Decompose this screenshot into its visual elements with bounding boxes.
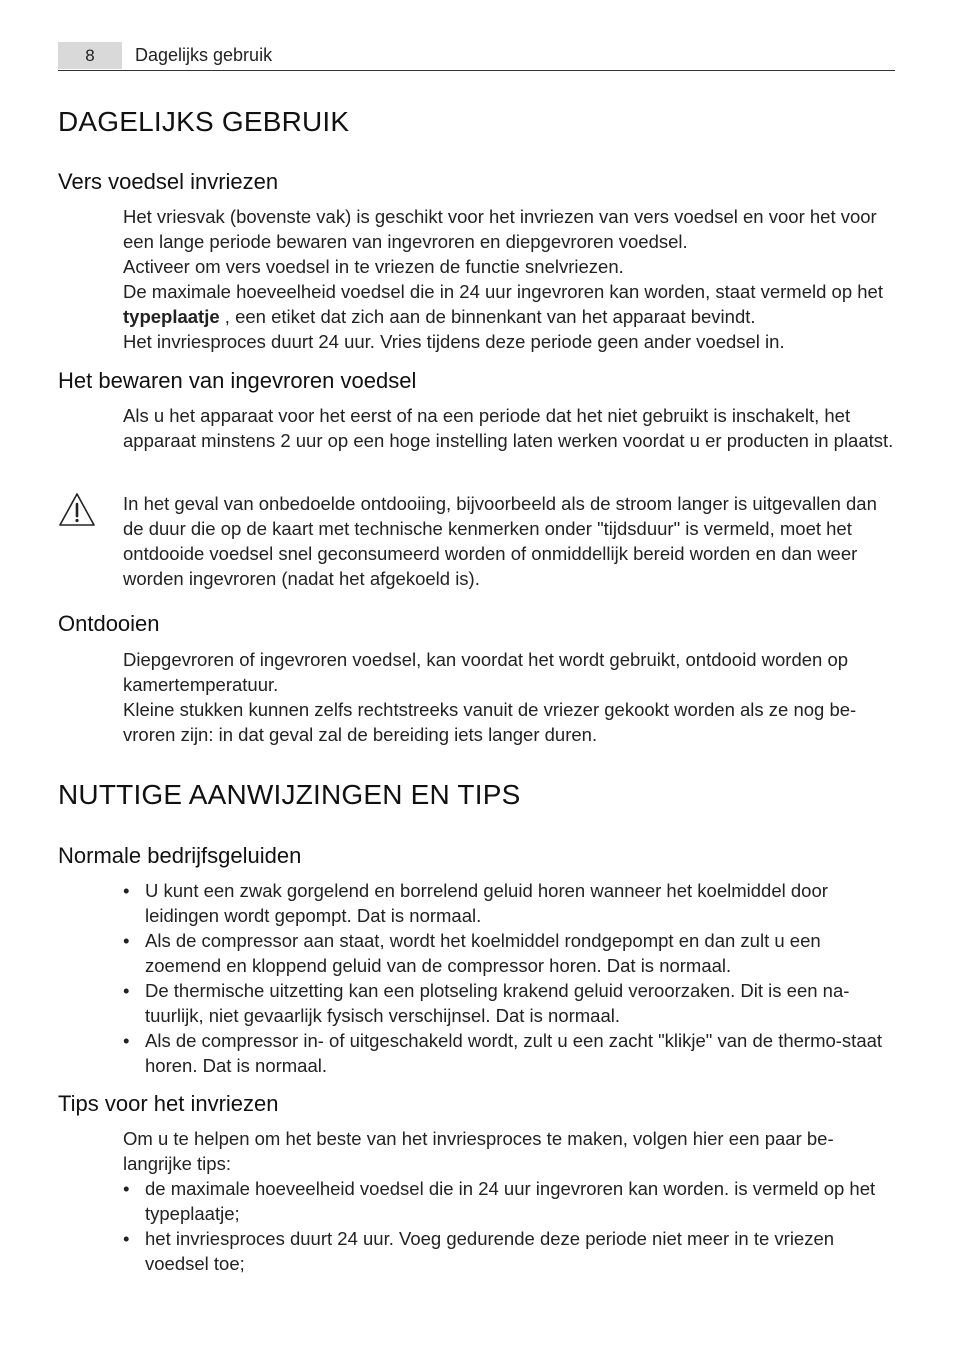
paragraph: Het vriesvak (bovenste vak) is geschikt voor het invriezen van vers voedsel en voor het voor een lange periode bewaren van ingevroren en diepgevroren voedsel.	[123, 206, 877, 252]
bullet-dot: •	[123, 980, 130, 1001]
bold-term-typeplaatje: typeplaatje	[123, 306, 220, 327]
bedrijfsgeluiden-list	[123, 878, 895, 1078]
paragraph: Het invriesproces duurt 24 uur. Vries tijdens deze periode geen ander voedsel in.	[123, 331, 785, 352]
bullet-dot: •	[123, 1228, 130, 1249]
list-item	[123, 978, 895, 1028]
list-item	[123, 878, 895, 928]
paragraph: Als u het apparaat voor het eerst of na een periode dat het niet gebruikt is inschakelt, het apparaat minstens 2 uur op een hoge instelling laten werken voordat u er producten in plaatst.	[123, 405, 894, 451]
subsection-title-bewaren: Het bewaren van ingevroren voedsel	[58, 368, 417, 393]
section-title-nuttige-aanwijzingen: NUTTIGE AANWIJZINGEN EN TIPS	[58, 779, 521, 810]
subsection-title-tips-invriezen: Tips voor het invriezen	[58, 1091, 279, 1116]
list-item-text: Als de compressor aan staat, wordt het koelmiddel rondgepompt en dan zult u een zoemend en kloppend geluid van de compressor horen. Dat is normaal.	[145, 930, 821, 976]
paragraph	[123, 279, 895, 329]
list-item-text: de maximale hoeveelheid voedsel die in 24 uur ingevroren kan worden. is vermeld op het typeplaatje;	[145, 1178, 876, 1224]
running-header-title: Dagelijks gebruik	[135, 45, 273, 65]
list-item-text: het invriesproces duurt 24 uur. Voeg gedurende deze periode niet meer in te vriezen voedsel toe;	[145, 1228, 835, 1274]
tips-list	[123, 1176, 895, 1276]
list-item	[123, 1176, 895, 1226]
bullet-dot: •	[123, 880, 130, 901]
ontdooien-body	[123, 647, 895, 747]
warning-triangle-icon	[58, 492, 96, 528]
list-item	[123, 1226, 895, 1276]
bullet-dot: •	[123, 1178, 130, 1199]
paragraph: Activeer om vers voedsel in te vriezen de functie snelvriezen.	[123, 256, 624, 277]
bewaren-body	[123, 403, 895, 453]
subsection-title-bedrijfsgeluiden: Normale bedrijfsgeluiden	[58, 843, 302, 868]
bullet-dot: •	[123, 930, 130, 951]
warning-text	[123, 491, 895, 591]
page-number: 8	[58, 42, 122, 69]
subsection-title-ontdooien: Ontdooien	[58, 611, 160, 636]
text-run: De maximale hoeveelheid voedsel die in 24 uur ingevroren kan worden, staat vermeld op het	[123, 281, 883, 302]
paragraph: Om u te helpen om het beste van het invriesproces te maken, volgen hier een paar be-langrijke tips:	[123, 1128, 834, 1174]
tips-intro	[123, 1126, 895, 1176]
paragraph: Kleine stukken kunnen zelfs rechtstreeks vanuit de vriezer gekookt worden als ze nog be-vroren zijn: in dat geval zal de bereiding iets langer duren.	[123, 699, 857, 745]
paragraph: Diepgevroren of ingevroren voedsel, kan voordat het wordt gebruikt, ontdooid worden op kamertemperatuur.	[123, 649, 849, 695]
paragraph: In het geval van onbedoelde ontdooiing, bijvoorbeeld als de stroom langer is uitgevallen dan de duur die op de kaart met technische kenmerken onder "tijdsduur" is vermeld, moet het ontdooide voedsel snel geconsumeerd worden of onmiddellijk bereid worden en dan weer worden ingevroren (nadat het afgekoeld is).	[123, 493, 877, 589]
list-item	[123, 928, 895, 978]
section-title-dagelijks-gebruik: DAGELIJKS GEBRUIK	[58, 106, 350, 137]
page-header	[58, 42, 895, 71]
vers-voedsel-body	[123, 204, 895, 354]
text-run: , een etiket dat zich aan de binnenkant van het apparaat bevindt.	[219, 306, 756, 327]
list-item	[123, 1028, 895, 1078]
list-item-text: Als de compressor in- of uitgeschakeld wordt, zult u een zacht "klikje" van de thermo-staat horen. Dat is normaal.	[145, 1030, 883, 1076]
subsection-title-vers-voedsel: Vers voedsel invriezen	[58, 169, 279, 194]
list-item-text: De thermische uitzetting kan een plotseling krakend geluid veroorzaken. Dit is een na-tuurlijk, niet gevaarlijk fysisch verschijnsel. Dat is normaal.	[145, 980, 850, 1026]
bullet-dot: •	[123, 1030, 130, 1051]
list-item-text: U kunt een zwak gorgelend en borrelend geluid horen wanneer het koelmiddel door leidingen wordt gepompt. Dat is normaal.	[145, 880, 828, 926]
